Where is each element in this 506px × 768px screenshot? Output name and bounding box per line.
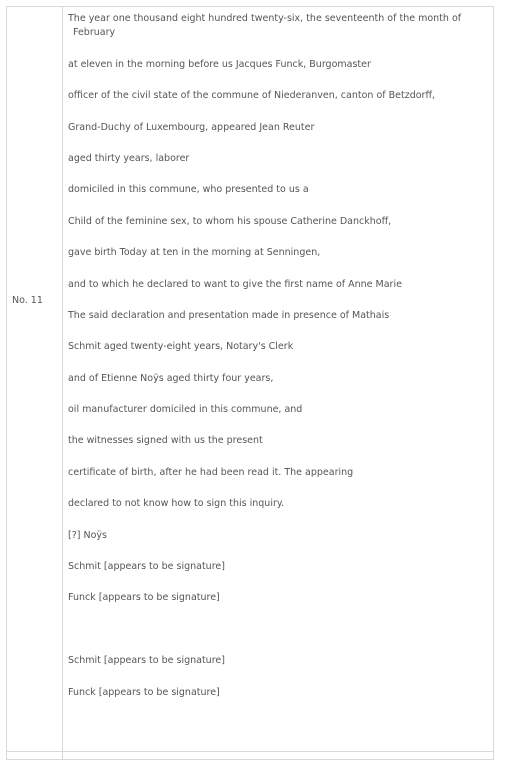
transcription-line: at eleven in the morning before us Jacques Funck, Burgomaster xyxy=(68,59,371,70)
transcription-line: officer of the civil state of the commune of Niederanven, canton of Betzdorff, xyxy=(68,90,436,101)
signature-line: [?] Noÿs xyxy=(68,530,107,541)
transcription-line: and of Etienne Noÿs aged thirty four years, xyxy=(68,373,274,384)
record-table xyxy=(6,6,494,760)
record-number: No. 11 xyxy=(12,295,43,306)
transcription-line: certificate of birth, after he had been read it. The appearing xyxy=(68,467,354,478)
transcription-line: and to which he declared to want to give the first name of Anne Marie xyxy=(68,279,402,290)
signature-line: Schmit [appears to be signature] xyxy=(68,561,225,572)
transcription-line: Child of the feminine sex, to whom his spouse Catherine Danckhoff, xyxy=(68,216,392,227)
row-divider xyxy=(7,751,493,752)
transcription-line: Schmit aged twenty-eight years, Notary's Clerk xyxy=(68,341,294,352)
transcription-line: oil manufacturer domiciled in this commune, and xyxy=(68,404,303,415)
transcription-line: domiciled in this commune, who presented to us a xyxy=(68,184,309,195)
transcription-line: aged thirty years, laborer xyxy=(68,153,190,164)
transcription-line: The said declaration and presentation made in presence of Mathais xyxy=(68,310,390,321)
transcription-line-continuation: February xyxy=(73,27,116,38)
transcription-line: the witnesses signed with us the present xyxy=(68,435,263,446)
transcription-line: gave birth Today at ten in the morning at Senningen, xyxy=(68,247,321,258)
transcription-line: declared to not know how to sign this inquiry. xyxy=(68,498,285,509)
signature-line: Funck [appears to be signature] xyxy=(68,592,220,603)
transcription-line-text: The year one thousand eight hundred twenty-six, the seventeenth of the month of xyxy=(68,13,462,24)
signature-line: Schmit [appears to be signature] xyxy=(68,655,225,666)
column-divider xyxy=(62,7,63,759)
transcription-line xyxy=(68,12,488,40)
transcription-line: Grand-Duchy of Luxembourg, appeared Jean Reuter xyxy=(68,122,315,133)
signature-line: Funck [appears to be signature] xyxy=(68,687,220,698)
